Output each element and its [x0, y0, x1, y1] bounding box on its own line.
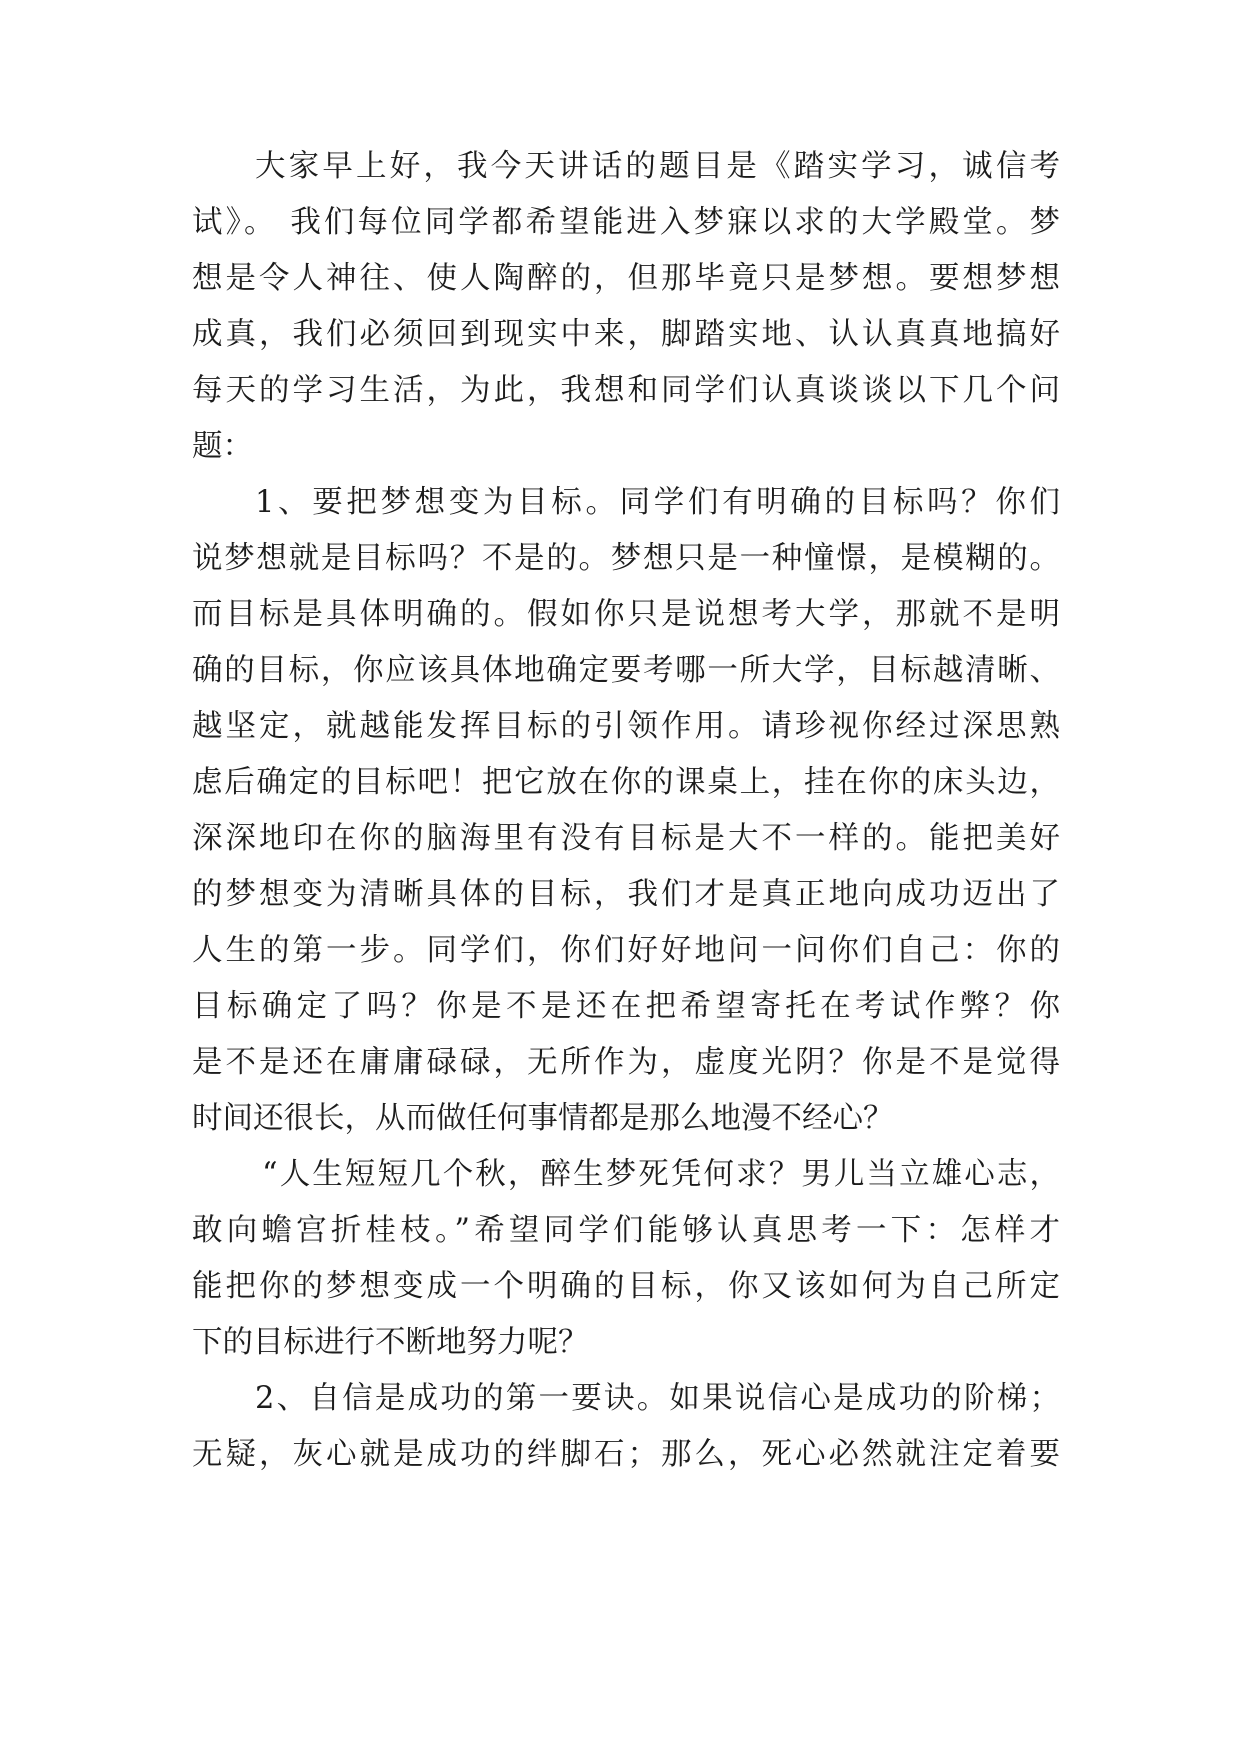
- text-line: 想是令人神往、使人陶醉的，但那毕竟只是梦想。要想梦想: [192, 261, 1060, 296]
- text-line: 能把你的梦想变成一个明确的目标，你又该如何为自己所定: [192, 1269, 1060, 1304]
- text-line: 无疑，灰心就是成功的绊脚石；那么，死心必然就注定着要: [192, 1437, 1060, 1472]
- text-line: 是不是还在庸庸碌碌，无所作为，虚度光阴？你是不是觉得: [192, 1045, 1060, 1080]
- text-line: 虑后确定的目标吧！把它放在你的课桌上，挂在你的床头边，: [192, 765, 1060, 800]
- text-line: 人生的第一步。同学们，你们好好地问一问你们自己：你的: [192, 933, 1060, 968]
- text-line: 大家早上好，我今天讲话的题目是《踏实学习，诚信考: [255, 149, 1060, 184]
- text-line: 每天的学习生活，为此，我想和同学们认真谈谈以下几个问: [192, 373, 1060, 408]
- text-line: 1、要把梦想变为目标。同学们有明确的目标吗？你们: [255, 485, 1060, 520]
- text-line: 目标确定了吗？你是不是还在把希望寄托在考试作弊？你: [192, 989, 1060, 1024]
- text-line: 下的目标进行不断地努力呢？: [192, 1325, 589, 1360]
- text-line: 成真，我们必须回到现实中来，脚踏实地、认认真真地搞好: [192, 317, 1060, 352]
- text-line: 2、自信是成功的第一要诀。如果说信心是成功的阶梯；: [255, 1381, 1060, 1416]
- text-line: 确的目标，你应该具体地确定要考哪一所大学，目标越清晰、: [192, 653, 1060, 688]
- text-line: 题：: [192, 429, 253, 464]
- text-line: 试》。 我们每位同学都希望能进入梦寐以求的大学殿堂。梦: [192, 205, 1060, 240]
- text-line: 时间还很长，从而做任何事情都是那么地漫不经心？: [192, 1101, 894, 1136]
- text-line: “人生短短几个秋，醉生梦死凭何求？男儿当立雄心志，: [262, 1157, 1060, 1192]
- text-line: 而目标是具体明确的。假如你只是说想考大学，那就不是明: [192, 597, 1060, 632]
- text-line: 深深地印在你的脑海里有没有目标是大不一样的。能把美好: [192, 821, 1060, 856]
- text-line: 的梦想变为清晰具体的目标，我们才是真正地向成功迈出了: [192, 877, 1060, 912]
- text-line: 越坚定，就越能发挥目标的引领作用。请珍视你经过深思熟: [192, 709, 1060, 744]
- text-line: 敢向蟾宫折桂枝。”希望同学们能够认真思考一下：怎样才: [192, 1213, 1060, 1248]
- text-line: 说梦想就是目标吗？不是的。梦想只是一种憧憬，是模糊的。: [192, 541, 1060, 576]
